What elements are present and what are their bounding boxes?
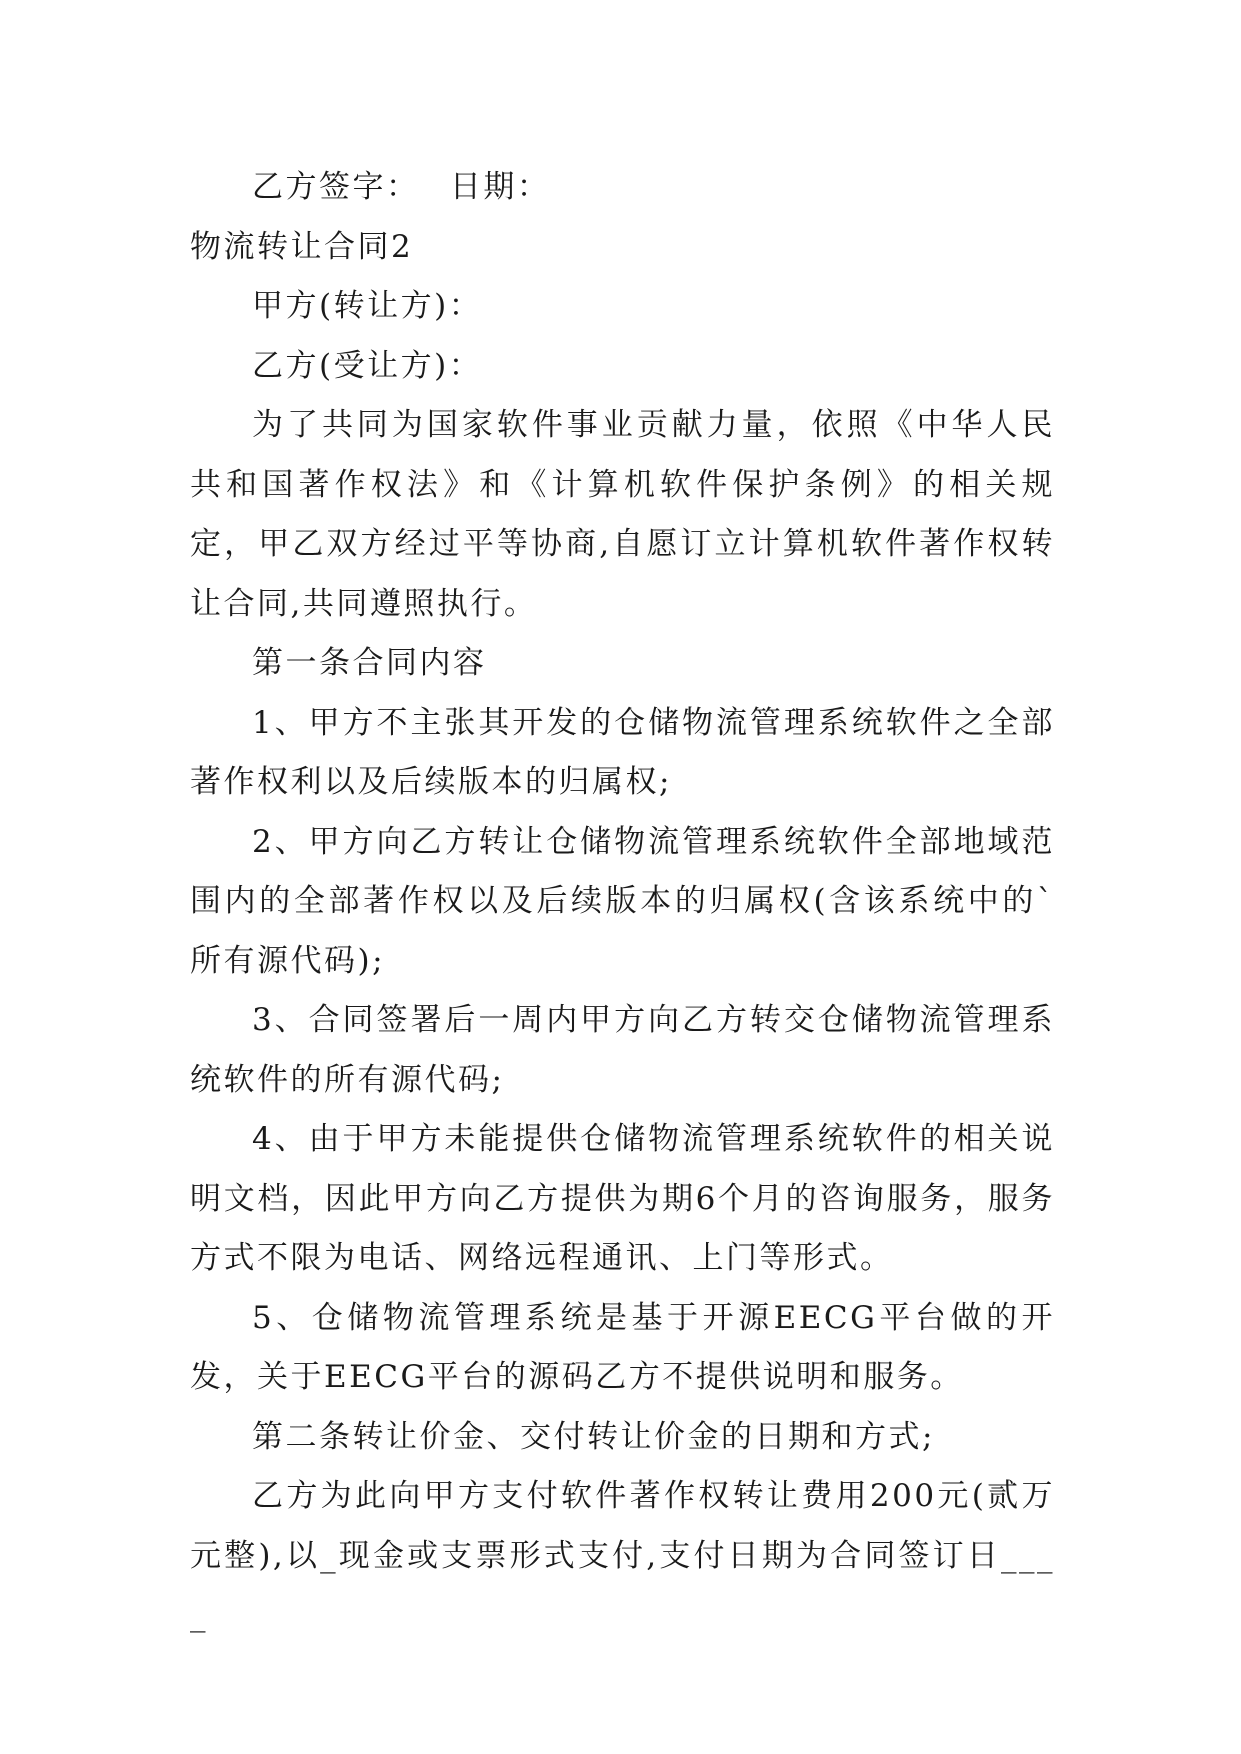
- contract-title: 物流转让合同2: [190, 228, 414, 265]
- party-a-line: 甲方(转让方)：: [252, 288, 483, 324]
- clause-4: 4、由于甲方未能提供仓储物流管理系统软件的相关说明文档，因此甲方向乙方提供为期6个月的咨询服务，服务方式不限为电话、网络远程通讯、上门等形式。: [190, 1121, 1055, 1276]
- clause-3: 3、合同签署后一周内甲方向乙方转交仓储物流管理系统软件的所有源代码;: [190, 1002, 1055, 1098]
- payment-paragraph: 乙方为此向甲方支付软件著作权转让费用200元(贰万元整),以_现金或支票形式支付,支付日期为合同签订日____: [190, 1478, 1055, 1633]
- party-b-line: 乙方(受让方)：: [252, 347, 483, 384]
- document-body: [190, 158, 1055, 1646]
- article-2-heading: 第二条转让价金、交付转让价金的日期和方式;: [252, 1418, 935, 1455]
- clause-5: 5、仓储物流管理系统是基于开源EECG平台做的开发，关于EECG平台的源码乙方不提供说明和服务。: [190, 1299, 1055, 1395]
- article-1-heading: 第一条合同内容: [252, 645, 487, 681]
- clause-1: 1、甲方不主张其开发的仓储物流管理系统软件之全部著作权利以及后续版本的归属权;: [190, 704, 1055, 800]
- preamble-paragraph: 为了共同为国家软件事业贡献力量，依照《中华人民共和国著作权法》和《计算机软件保护条例》的相关规定，甲乙双方经过平等协商,自愿订立计算机软件著作权转让合同,共同遵照执行。: [190, 407, 1055, 622]
- signature-line: 乙方签字： 日期：: [252, 169, 551, 205]
- clause-2: 2、甲方向乙方转让仓储物流管理系统软件全部地域范围内的全部著作权以及后续版本的归属权(含该系统中的`所有源代码);: [190, 823, 1055, 979]
